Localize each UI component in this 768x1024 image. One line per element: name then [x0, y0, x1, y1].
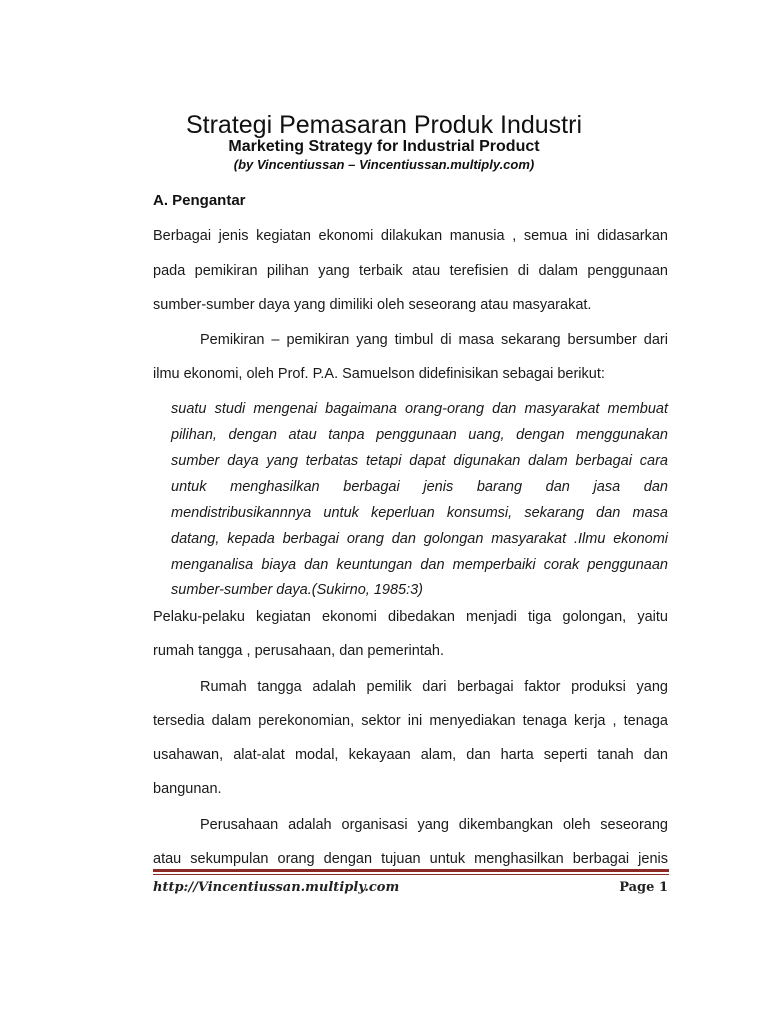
paragraph-line: Pelaku-pelaku kegiatan ekonomi dibedakan menjadi tiga golongan, yaitu: [153, 609, 668, 625]
footer-url: http://Vincentiussan.multiply.com: [153, 880, 400, 895]
quote-line: mendistribusikannnya untuk keperluan konsumsi, sekarang dan masa: [171, 505, 668, 521]
paragraph-line: bangunan.: [153, 781, 222, 797]
quote-line: sumber daya yang terbatas tetapi dapat digunakan dalam berbagai cara: [171, 453, 668, 469]
footer-rule-thin: [153, 874, 669, 875]
paragraph-line: Rumah tangga adalah pemilik dari berbagai faktor produksi yang: [200, 679, 668, 695]
page-number: Page 1: [619, 880, 668, 895]
quote-line: menganalisa biaya dan keuntungan dan memperbaiki corak penggunaan: [171, 557, 668, 573]
document-byline: (by Vincentiussan – Vincentiussan.multiply.com): [233, 157, 535, 172]
paragraph-line: sumber-sumber daya yang dimiliki oleh seseorang atau masyarakat.: [153, 297, 592, 313]
document-title: Strategi Pemasaran Produk Industri: [185, 111, 583, 139]
paragraph-line: Berbagai jenis kegiatan ekonomi dilakukan manusia , semua ini didasarkan: [153, 228, 668, 244]
paragraph-line: pada pemikiran pilihan yang terbaik atau terefisien di dalam penggunaan: [153, 263, 668, 279]
footer-rule-thick: [153, 869, 669, 872]
quote-line: untuk menghasilkan berbagai jenis barang dan jasa dan: [171, 479, 668, 495]
paragraph-line: tersedia dalam perekonomian, sektor ini menyediakan tenaga kerja , tenaga: [153, 713, 668, 729]
section-heading: A. Pengantar: [153, 192, 246, 209]
quote-line: suatu studi mengenai bagaimana orang-orang dan masyarakat membuat: [171, 401, 668, 417]
quote-line: pilihan, dengan atau tanpa penggunaan uang, dengan menggunakan: [171, 427, 668, 443]
paragraph-line: Pemikiran – pemikiran yang timbul di masa sekarang bersumber dari: [200, 332, 668, 348]
paragraph-line: ilmu ekonomi, oleh Prof. P.A. Samuelson didefinisikan sebagai berikut:: [153, 366, 605, 382]
paragraph-line: rumah tangga , perusahaan, dan pemerintah.: [153, 643, 445, 659]
document-subtitle: Marketing Strategy for Industrial Product: [228, 138, 540, 155]
paragraph-line: Perusahaan adalah organisasi yang dikembangkan oleh seseorang: [200, 817, 668, 833]
quote-line: sumber-sumber daya.(Sukirno, 1985:3): [171, 582, 423, 598]
paragraph-line: usahawan, alat-alat modal, kekayaan alam, dan harta seperti tanah dan: [153, 747, 668, 763]
paragraph-line: atau sekumpulan orang dengan tujuan untuk menghasilkan berbagai jenis: [153, 851, 668, 867]
quote-line: datang, kepada berbagai orang dan golongan masyarakat .Ilmu ekonomi: [171, 531, 668, 547]
